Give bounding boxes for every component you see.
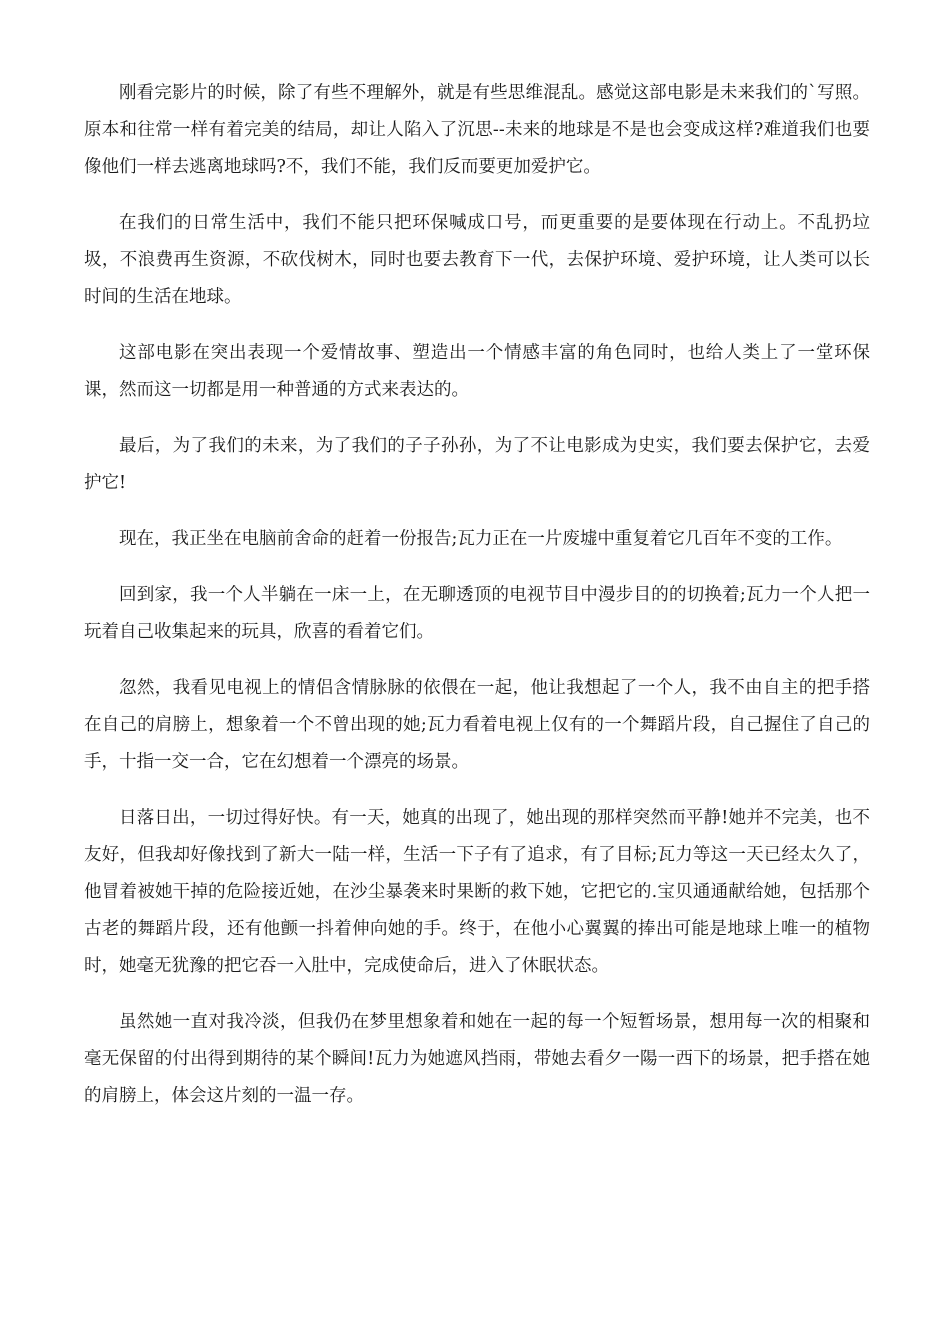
paragraph-9: 虽然她一直对我冷淡，但我仍在梦里想象着和她在一起的每一个短暂场景，想用每一次的相聚和毫无保留的付出得到期待的某个瞬间!瓦力为她遮风挡雨，带她去看夕一陽一西下的场景，把手搭在她的肩膀上，体会这片刻的一温一存。 <box>84 1012 870 1106</box>
paragraph-3: 这部电影在突出表现一个爱情故事、塑造出一个情感丰富的角色同时，也给人类上了一堂环保课，然而这一切都是用一种普通的方式来表达的。 <box>84 343 870 400</box>
paragraph-2: 在我们的日常生活中，我们不能只把环保喊成口号，而更重要的是要体现在行动上。不乱扔垃圾，不浪费再生资源，不砍伐树木，同时也要去教育下一代，去保护环境、爱护环境，让人类可以长时间的生活在地球。 <box>84 213 870 307</box>
paragraph-4: 最后，为了我们的未来，为了我们的子子孙孙，为了不让电影成为史实，我们要去保护它，去爱护它! <box>84 436 870 493</box>
paragraph-6: 回到家，我一个人半躺在一床一上，在无聊透顶的电视节目中漫步目的的切换着;瓦力一个人把一玩着自己收集起来的玩具，欣喜的看着它们。 <box>84 585 870 642</box>
paragraph-8: 日落日出，一切过得好快。有一天，她真的出现了，她出现的那样突然而平静!她并不完美，也不友好，但我却好像找到了新大一陆一样，生活一下子有了追求，有了目标;瓦力等这一天已经太久了，他冒着被她干掉的危险接近她，在沙尘暴袭来时果断的救下她，它把它的.宝贝通通献给她，包括那个古老的舞蹈片段，还有他颤一抖着伸向她的手。终于，在他小心翼翼的捧出可能是地球上唯一的植物时，她毫无犹豫的把它吞一入肚中，完成使命后，进入了休眠状态。 <box>84 808 870 976</box>
document-body <box>84 75 870 1134</box>
paragraph-5: 现在，我正坐在电脑前舍命的赶着一份报告;瓦力正在一片废墟中重复着它几百年不变的工作。 <box>119 529 843 549</box>
paragraph-1: 刚看完影片的时候，除了有些不理解外，就是有些思维混乱。感觉这部电影是未来我们的`写照。原本和往常一样有着完美的结局，却让人陷入了沉思--未来的地球是不是也会变成这样?难道我们也要像他们一样去逃离地球吗?不，我们不能，我们反而要更加爱护它。 <box>84 83 870 177</box>
paragraph-7: 忽然，我看见电视上的情侣含情脉脉的依偎在一起，他让我想起了一个人，我不由自主的把手搭在自己的肩膀上，想象着一个不曾出现的她;瓦力看着电视上仅有的一个舞蹈片段，自己握住了自己的手，十指一交一合，它在幻想着一个漂亮的场景。 <box>84 678 870 772</box>
